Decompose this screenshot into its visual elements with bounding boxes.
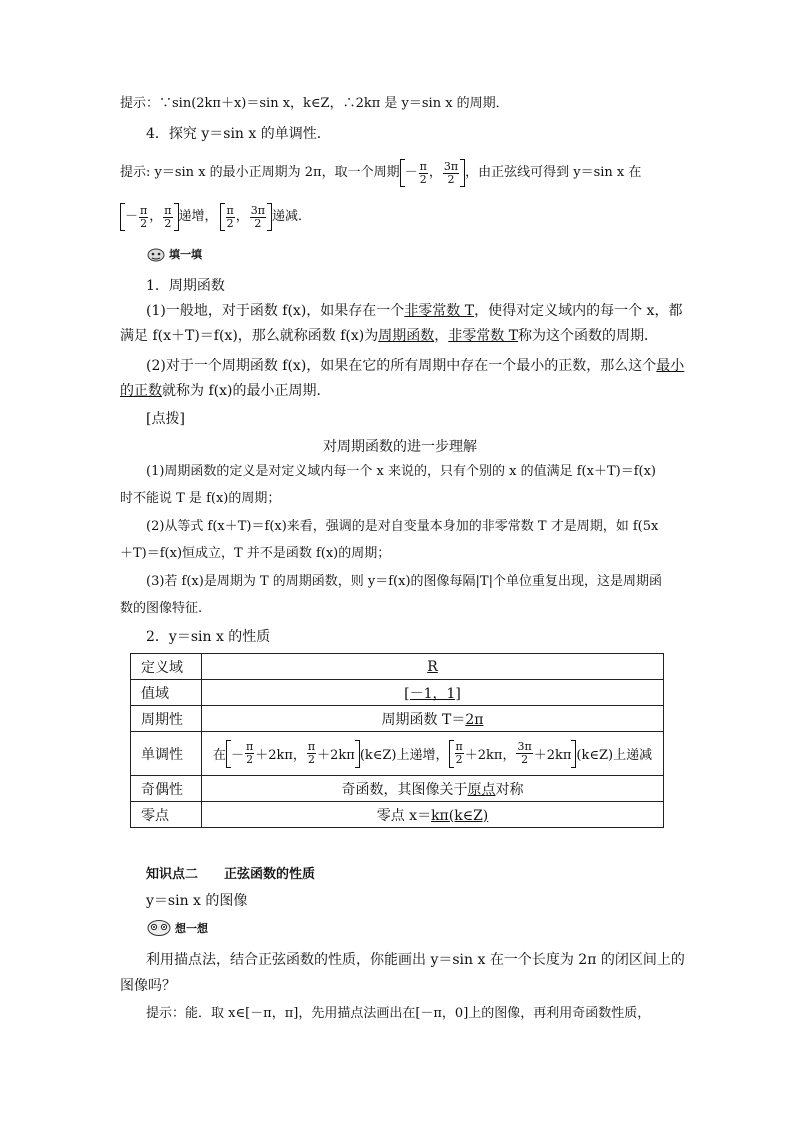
tip-title: 对周期函数的进一步理解 bbox=[323, 439, 477, 455]
definition-line-2: 满足 f(x＋T)＝f(x)，那么就称函数 f(x)为周期函数，非零常数 T称为这个函数的周期． bbox=[120, 328, 659, 344]
table-row: 定义域 R bbox=[131, 654, 664, 680]
table-row: 周期性 周期函数 T＝2π bbox=[131, 706, 664, 732]
table-row: 零点 零点 x＝kπ(k∈Z) bbox=[131, 802, 664, 828]
section-periodic-function: 1．周期函数 bbox=[146, 278, 225, 294]
hint-monotonic: 提示: y＝sin x 的最小正周期为 2π，取一个周期 － $\frac{\pi}{2}$ ， $\frac{3\pi}{2}$ ，由正弦线可得到 y＝sin x 在 bbox=[120, 159, 642, 186]
fraction: $\frac{3\pi}{2}$ bbox=[443, 159, 459, 186]
hint-draw: 提示：能．取 x∈[－π，π]，先用描点法画出在[－π，0]上的图像，再利用奇函数性质， bbox=[146, 1006, 651, 1021]
thinking-face-icon bbox=[146, 919, 172, 937]
pencil-face-icon bbox=[146, 246, 166, 262]
graph-title: y＝sin x 的图像 bbox=[146, 893, 248, 909]
question-draw-2: 图像吗？ bbox=[120, 978, 176, 994]
definition-line-1: (1)一般地，对于函数 f(x)，如果存在一个非零常数 T，使得对定义域内的每一个 x，都 bbox=[146, 303, 683, 319]
table-row: 单调性 在 － $\frac{\pi}{2}$ ＋2kπ， $\frac{\pi}{2}$ ＋2kπ (k∈Z)上递增， $\frac{\pi}{2}$ ＋2kπ， $\frac{3\pi}{2}$ ＋2kπ (k∈Z)上递减 bbox=[131, 732, 664, 776]
hint-period: 提示：∵sin(2kπ＋x)＝sin x，k∈Z，∴2kπ 是 y＝sin x 的周期． bbox=[120, 96, 509, 111]
tip-1a: (1)周期函数的定义是对定义域内每一个 x 来说的，只有个别的 x 的值满足 f(x＋T)＝f(x) bbox=[146, 464, 656, 479]
knowledge-point-2: 知识点二 正弦函数的性质 bbox=[146, 867, 316, 882]
question-draw-1: 利用描点法，结合正弦函数的性质，你能画出 y＝sin x 在一个长度为 2π 的闭区间上的 bbox=[146, 952, 685, 968]
fraction: $\frac{\pi}{2}$ bbox=[419, 159, 427, 186]
tip-2a: (2)从等式 f(x＋T)＝f(x)来看，强调的是对自变量本身加的非零常数 T 才是周期，如 f(5x bbox=[146, 519, 659, 534]
hint-monotonic-intervals: － $\frac{\pi}{2}$ ， $\frac{\pi}{2}$ 递增， $\frac{\pi}{2}$ ， $\frac{3\pi}{2}$ 递减． bbox=[120, 200, 680, 234]
tip-3b: 数的图像特征. bbox=[120, 601, 203, 616]
tip-label: [点拨] bbox=[146, 411, 185, 427]
table-row: 值域 [－1，1] bbox=[131, 680, 664, 706]
table-row: 奇偶性 奇函数，其图像关于原点对称 bbox=[131, 776, 664, 802]
think-badge: 想一想 bbox=[146, 920, 208, 936]
question-4: 4．探究 y＝sin x 的单调性． bbox=[146, 126, 331, 142]
tip-1b: 时不能说 T 是 f(x)的周期； bbox=[120, 491, 281, 506]
tip-2b: ＋T)＝f(x)恒成立，T 并不是函数 f(x)的周期； bbox=[120, 546, 391, 561]
fill-in-badge: 填一填 bbox=[146, 246, 202, 262]
tip-3a: (3)若 f(x)是周期为 T 的周期函数，则 y＝f(x)的图像每隔|T|个单位重复出现，这是周期函 bbox=[146, 574, 662, 589]
min-period-line-1: (2)对于一个周期函数 f(x)，如果在它的所有周期中存在一个最小的正数，那么这个最小 bbox=[146, 358, 685, 374]
min-period-line-2: 的正数就称为 f(x)的最小正周期． bbox=[120, 383, 331, 399]
sin-properties-table bbox=[130, 653, 664, 828]
section-sin-properties: 2．y＝sin x 的性质 bbox=[146, 629, 271, 645]
